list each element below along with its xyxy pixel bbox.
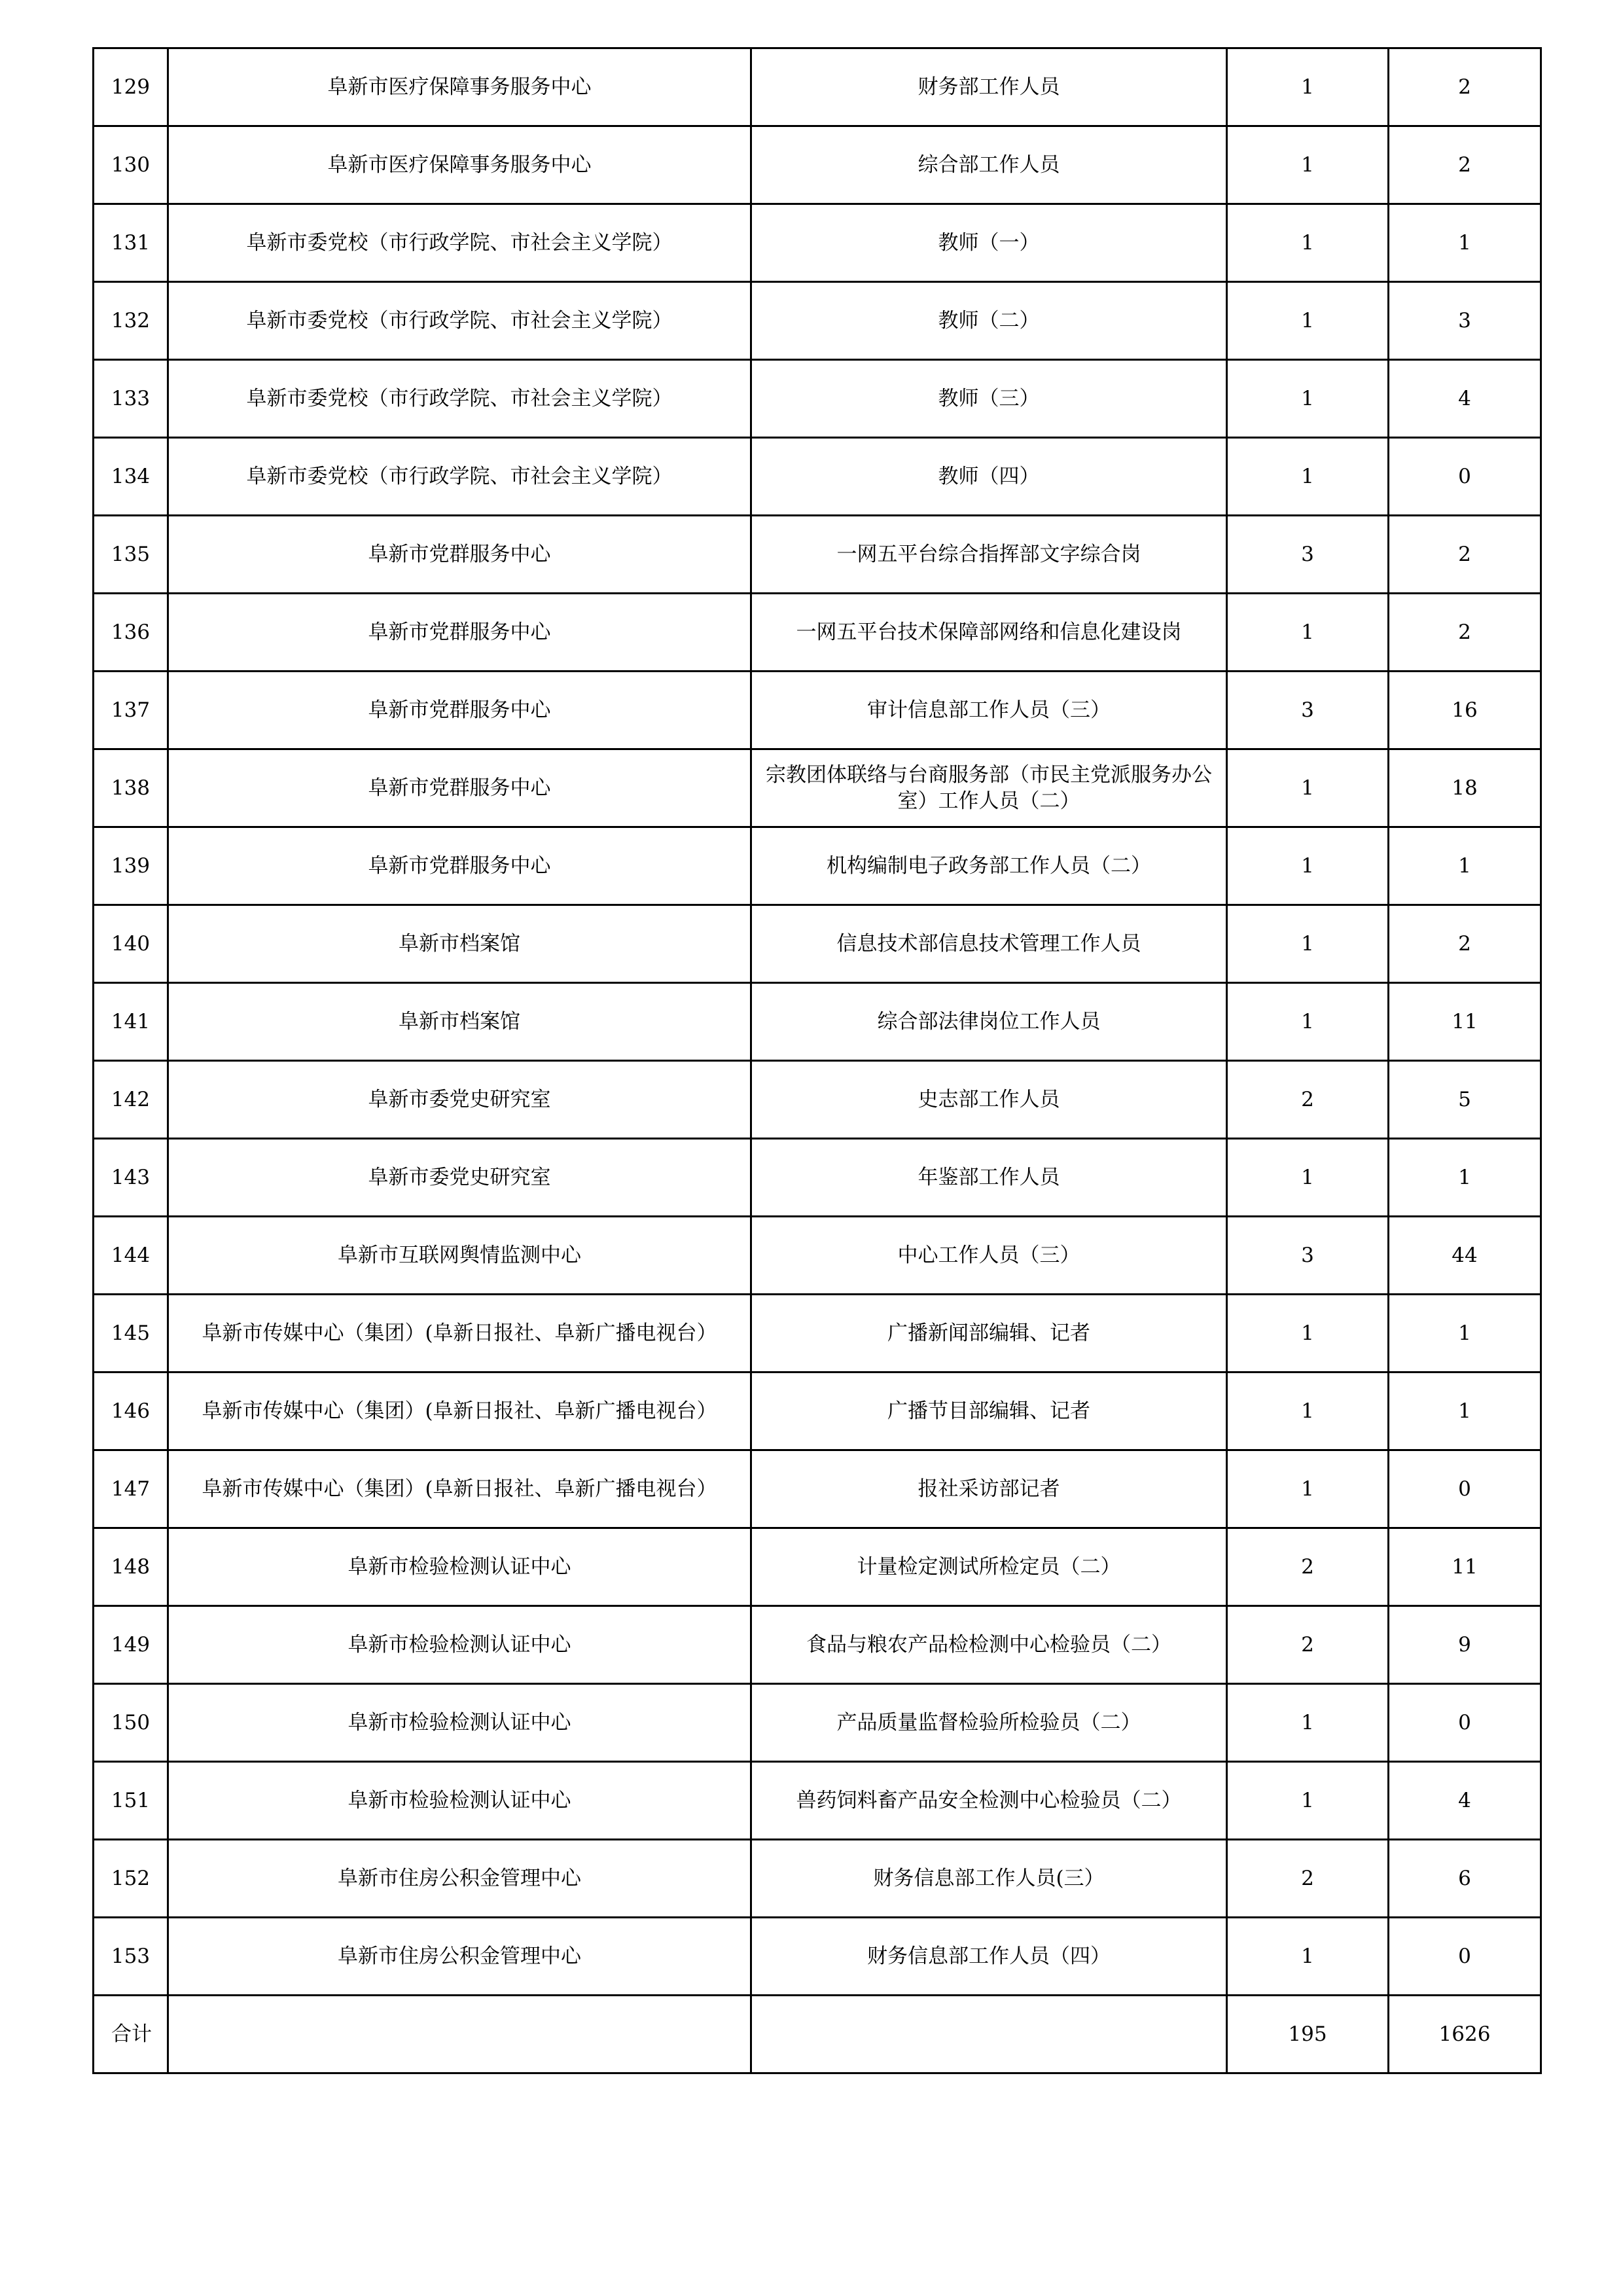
position-name: 财务信息部工作人员（四） xyxy=(751,1918,1227,1996)
applicant-count: 2 xyxy=(1389,48,1541,126)
table-row xyxy=(94,48,1541,126)
table-row xyxy=(94,360,1541,438)
position-name: 审计信息部工作人员（三） xyxy=(751,672,1227,749)
table-row xyxy=(94,1217,1541,1295)
row-number: 132 xyxy=(94,282,168,360)
position-name: 财务部工作人员 xyxy=(751,48,1227,126)
unit-name: 阜新市检验检测认证中心 xyxy=(168,1762,751,1840)
row-number: 146 xyxy=(94,1372,168,1450)
applicant-count: 1 xyxy=(1389,1372,1541,1450)
planned-count: 1 xyxy=(1227,438,1389,516)
table-row xyxy=(94,905,1541,983)
planned-count: 3 xyxy=(1227,1217,1389,1295)
planned-count: 2 xyxy=(1227,1840,1389,1918)
planned-count: 1 xyxy=(1227,282,1389,360)
applicant-count: 11 xyxy=(1389,983,1541,1061)
planned-count: 2 xyxy=(1227,1606,1389,1684)
position-name: 广播节目部编辑、记者 xyxy=(751,1372,1227,1450)
position-name: 综合部工作人员 xyxy=(751,126,1227,204)
row-number: 140 xyxy=(94,905,168,983)
table-row xyxy=(94,1918,1541,1996)
total-row xyxy=(94,1996,1541,2073)
planned-count: 1 xyxy=(1227,1139,1389,1217)
position-name: 报社采访部记者 xyxy=(751,1450,1227,1528)
row-number: 142 xyxy=(94,1061,168,1139)
table-row xyxy=(94,1061,1541,1139)
table-row xyxy=(94,282,1541,360)
planned-count: 1 xyxy=(1227,1684,1389,1762)
table-row xyxy=(94,983,1541,1061)
row-number: 141 xyxy=(94,983,168,1061)
row-number: 147 xyxy=(94,1450,168,1528)
unit-name: 阜新市互联网舆情监测中心 xyxy=(168,1217,751,1295)
table-row xyxy=(94,827,1541,905)
planned-count: 1 xyxy=(1227,905,1389,983)
applicant-count: 9 xyxy=(1389,1606,1541,1684)
planned-count: 1 xyxy=(1227,827,1389,905)
row-number: 139 xyxy=(94,827,168,905)
position-name: 机构编制电子政务部工作人员（二） xyxy=(751,827,1227,905)
planned-count: 3 xyxy=(1227,672,1389,749)
row-number: 131 xyxy=(94,204,168,282)
applicant-count: 3 xyxy=(1389,282,1541,360)
unit-name: 阜新市住房公积金管理中心 xyxy=(168,1918,751,1996)
position-name: 广播新闻部编辑、记者 xyxy=(751,1295,1227,1372)
unit-name: 阜新市医疗保障事务服务中心 xyxy=(168,126,751,204)
applicant-count: 1 xyxy=(1389,1139,1541,1217)
table-row xyxy=(94,1528,1541,1606)
position-name: 教师（一） xyxy=(751,204,1227,282)
row-number: 148 xyxy=(94,1528,168,1606)
row-number: 150 xyxy=(94,1684,168,1762)
applicant-count: 1 xyxy=(1389,204,1541,282)
table-row xyxy=(94,516,1541,594)
applicant-count: 44 xyxy=(1389,1217,1541,1295)
unit-name: 阜新市党群服务中心 xyxy=(168,594,751,672)
table-row xyxy=(94,126,1541,204)
unit-name: 阜新市委党校（市行政学院、市社会主义学院） xyxy=(168,204,751,282)
unit-name: 阜新市档案馆 xyxy=(168,905,751,983)
applicant-count: 0 xyxy=(1389,438,1541,516)
planned-count: 1 xyxy=(1227,1762,1389,1840)
table-row xyxy=(94,204,1541,282)
total-label: 合计 xyxy=(94,1996,168,2073)
position-name: 年鉴部工作人员 xyxy=(751,1139,1227,1217)
table-row xyxy=(94,438,1541,516)
row-number: 133 xyxy=(94,360,168,438)
position-name: 教师（四） xyxy=(751,438,1227,516)
applicant-count: 1 xyxy=(1389,1295,1541,1372)
table-row xyxy=(94,1295,1541,1372)
row-number: 129 xyxy=(94,48,168,126)
position-name: 综合部法律岗位工作人员 xyxy=(751,983,1227,1061)
planned-count: 1 xyxy=(1227,1918,1389,1996)
position-name: 兽药饲料畜产品安全检测中心检验员（二） xyxy=(751,1762,1227,1840)
applicant-count: 11 xyxy=(1389,1528,1541,1606)
table-row xyxy=(94,1762,1541,1840)
table-row xyxy=(94,1372,1541,1450)
unit-name: 阜新市传媒中心（集团）(阜新日报社、阜新广播电视台） xyxy=(168,1295,751,1372)
planned-count: 1 xyxy=(1227,594,1389,672)
unit-name: 阜新市党群服务中心 xyxy=(168,516,751,594)
position-name: 史志部工作人员 xyxy=(751,1061,1227,1139)
row-number: 151 xyxy=(94,1762,168,1840)
position-name: 宗教团体联络与台商服务部（市民主党派服务办公室）工作人员（二） xyxy=(751,749,1227,827)
unit-name: 阜新市档案馆 xyxy=(168,983,751,1061)
planned-count: 2 xyxy=(1227,1061,1389,1139)
planned-count: 3 xyxy=(1227,516,1389,594)
row-number: 134 xyxy=(94,438,168,516)
applicant-count: 6 xyxy=(1389,1840,1541,1918)
position-name: 信息技术部信息技术管理工作人员 xyxy=(751,905,1227,983)
applicant-count: 2 xyxy=(1389,594,1541,672)
table-row xyxy=(94,1606,1541,1684)
row-number: 138 xyxy=(94,749,168,827)
table-row xyxy=(94,672,1541,749)
applicant-count: 5 xyxy=(1389,1061,1541,1139)
row-number: 143 xyxy=(94,1139,168,1217)
unit-name: 阜新市检验检测认证中心 xyxy=(168,1684,751,1762)
position-name: 产品质量监督检验所检验员（二） xyxy=(751,1684,1227,1762)
row-number: 130 xyxy=(94,126,168,204)
applicant-count: 0 xyxy=(1389,1684,1541,1762)
recruitment-table xyxy=(92,47,1542,2074)
applicant-count: 0 xyxy=(1389,1918,1541,1996)
applicant-count: 18 xyxy=(1389,749,1541,827)
position-name: 一网五平台综合指挥部文字综合岗 xyxy=(751,516,1227,594)
planned-count: 1 xyxy=(1227,749,1389,827)
position-name: 中心工作人员（三） xyxy=(751,1217,1227,1295)
planned-count: 1 xyxy=(1227,1372,1389,1450)
row-number: 145 xyxy=(94,1295,168,1372)
position-name: 财务信息部工作人员(三） xyxy=(751,1840,1227,1918)
row-number: 137 xyxy=(94,672,168,749)
applicant-count: 2 xyxy=(1389,905,1541,983)
unit-name: 阜新市住房公积金管理中心 xyxy=(168,1840,751,1918)
unit-name: 阜新市党群服务中心 xyxy=(168,827,751,905)
unit-name: 阜新市检验检测认证中心 xyxy=(168,1606,751,1684)
applicant-count: 0 xyxy=(1389,1450,1541,1528)
planned-count: 1 xyxy=(1227,1295,1389,1372)
unit-name: 阜新市医疗保障事务服务中心 xyxy=(168,48,751,126)
applicant-count: 2 xyxy=(1389,516,1541,594)
table-row xyxy=(94,594,1541,672)
position-name: 计量检定测试所检定员（二） xyxy=(751,1528,1227,1606)
unit-name: 阜新市党群服务中心 xyxy=(168,749,751,827)
row-number: 144 xyxy=(94,1217,168,1295)
table-row xyxy=(94,1450,1541,1528)
applicant-count: 4 xyxy=(1389,360,1541,438)
planned-count: 1 xyxy=(1227,48,1389,126)
unit-name: 阜新市委党校（市行政学院、市社会主义学院） xyxy=(168,282,751,360)
total-applicants: 1626 xyxy=(1389,1996,1541,2073)
position-name: 教师（二） xyxy=(751,282,1227,360)
unit-name: 阜新市委党史研究室 xyxy=(168,1139,751,1217)
planned-count: 1 xyxy=(1227,204,1389,282)
row-number: 136 xyxy=(94,594,168,672)
applicant-count: 16 xyxy=(1389,672,1541,749)
planned-count: 1 xyxy=(1227,126,1389,204)
total-plan: 195 xyxy=(1227,1996,1389,2073)
unit-name: 阜新市委党史研究室 xyxy=(168,1061,751,1139)
applicant-count: 4 xyxy=(1389,1762,1541,1840)
position-name: 食品与粮农产品检检测中心检验员（二） xyxy=(751,1606,1227,1684)
unit-name: 阜新市党群服务中心 xyxy=(168,672,751,749)
applicant-count: 1 xyxy=(1389,827,1541,905)
planned-count: 1 xyxy=(1227,360,1389,438)
planned-count: 2 xyxy=(1227,1528,1389,1606)
unit-name: 阜新市传媒中心（集团）(阜新日报社、阜新广播电视台） xyxy=(168,1372,751,1450)
row-number: 149 xyxy=(94,1606,168,1684)
position-name: 一网五平台技术保障部网络和信息化建设岗 xyxy=(751,594,1227,672)
planned-count: 1 xyxy=(1227,983,1389,1061)
position-name: 教师（三） xyxy=(751,360,1227,438)
unit-name: 阜新市委党校（市行政学院、市社会主义学院） xyxy=(168,438,751,516)
total-position-cell xyxy=(751,1996,1227,2073)
total-unit-cell xyxy=(168,1996,751,2073)
table-row xyxy=(94,1139,1541,1217)
unit-name: 阜新市委党校（市行政学院、市社会主义学院） xyxy=(168,360,751,438)
table-body xyxy=(94,48,1541,2073)
row-number: 153 xyxy=(94,1918,168,1996)
row-number: 135 xyxy=(94,516,168,594)
applicant-count: 2 xyxy=(1389,126,1541,204)
planned-count: 1 xyxy=(1227,1450,1389,1528)
table-row xyxy=(94,1684,1541,1762)
table-row xyxy=(94,1840,1541,1918)
table-row xyxy=(94,749,1541,827)
unit-name: 阜新市检验检测认证中心 xyxy=(168,1528,751,1606)
row-number: 152 xyxy=(94,1840,168,1918)
unit-name: 阜新市传媒中心（集团）(阜新日报社、阜新广播电视台） xyxy=(168,1450,751,1528)
